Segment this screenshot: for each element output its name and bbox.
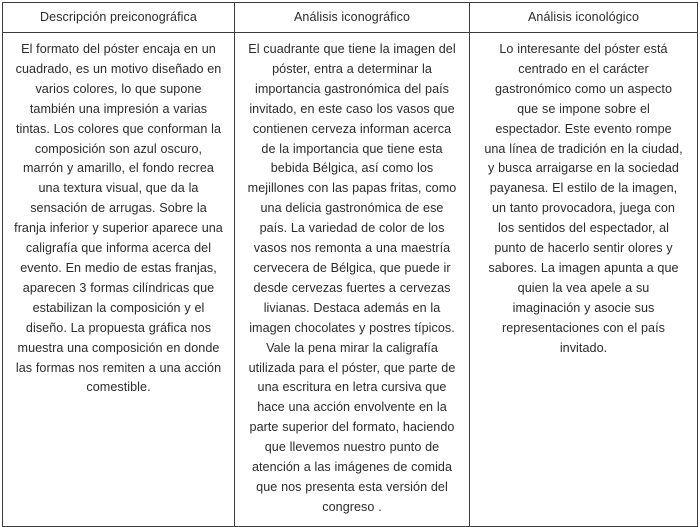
- table-cell-descripcion-preiconografica: [3, 33, 235, 527]
- column-header-analisis-iconografico: [235, 3, 470, 33]
- column-header-descripcion-preiconografica: [3, 3, 235, 33]
- table-header-row-group: [3, 3, 698, 33]
- table-cell-analisis-iconologico: [470, 33, 698, 527]
- column-header-analisis-iconologico: [470, 3, 698, 33]
- table-row: [3, 33, 698, 527]
- table-body: [3, 33, 698, 527]
- column-header-label: Análisis iconológico: [527, 10, 640, 24]
- column-header-label: Descripción preiconográfica: [40, 10, 197, 24]
- cell-paragraph: Lo interesante del póster está centrado en el carácter gastronómico como un aspecto que se impone sobre el espectador. Este evento rompe una línea de tradición en la ciudad, y busca arraigarse en la sociedad payanesa. El estilo de la imagen, un tanto provocadora, juega con los sentidos del espectador, al punto de hacerlo sentir olores y sabores. La imagen apunta a que quien la vea apele a su imaginación y asocie sus representaciones con el país invitado.: [484, 42, 683, 355]
- table-header-row: [3, 3, 698, 33]
- cell-paragraph: El cuadrante que tiene la imagen del póster, entra a determinar la importancia gastronómica del país invitado, en este caso los vasos que contienen cerveza informan acerca de la importancia que tiene esta bebida Bélgica, así como los mejillones con las papas fritas, como una delicia gastronómica de ese país. La variedad de color de los vasos nos remonta a una maestría cervecera de Bélgica, que puede ir desde cervezas fuertes a cervezas livianas. Destaca además en la imagen chocolates y postres típicos. Vale la pena mirar la caligrafía utilizada para el póster, que parte de una escritura en letra cursiva que hace una acción envolvente en la parte superior del formato, haciendo que llevemos nuestro punto de atención a las imágenes de comida que nos presenta esta versión del congreso .: [247, 42, 457, 514]
- cell-paragraph: El formato del póster encaja en un cuadrado, es un motivo diseñado en varios colores, lo que supone también una impresión a varias tintas. Los colores que conforman la composición son azul oscuro, marrón y amarillo, el fondo recrea una textura visual, que da la sensación de arrugas. Sobre la franja inferior y superior aparece una caligrafía que informa acerca del evento. En medio de estas franjas, aparecen 3 formas cilíndricas que estabilizan la composición y el diseño. La propuesta gráfica nos muestra una composición en donde las formas nos remiten a una acción comestible.: [14, 42, 223, 395]
- table-cell-analisis-iconografico: [235, 33, 470, 527]
- column-header-label: Análisis iconográfico: [293, 10, 411, 24]
- iconographic-analysis-table: [2, 2, 698, 527]
